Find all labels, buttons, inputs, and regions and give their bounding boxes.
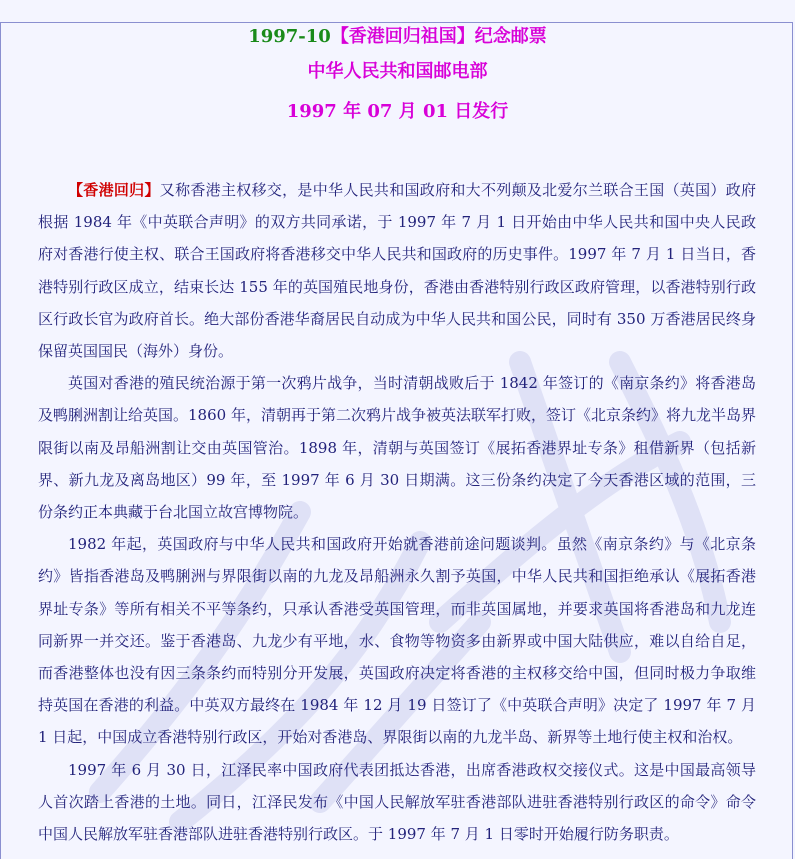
- issue-date: 1997 年 07 月 01 日发行: [286, 101, 509, 122]
- issue-number: 1997-10: [248, 26, 331, 47]
- highlight-term: 【香港回归】: [68, 181, 160, 199]
- paragraph-1: [38, 174, 756, 367]
- paragraph-2: 英国对香港的殖民统治源于第一次鸦片战争，当时清朝战败后于 1842 年签订的《南京条约》将香港岛及鸭脷洲割让给英国。1860 年，清朝再于第二次鸦片战争被英法联军打败，签订《北京条约》将九龙半岛界限街以南及昂船洲割让交由英国管治。1898 年，清朝与英国签订《展拓香港界址专条》租借新界（包括新界、新九龙及离岛地区）99 年，至 1997 年 6 月 30 日期满。这三份条约决定了今天香港区域的范围，三份条约正本典藏于台北国立故宫博物院。: [38, 374, 756, 522]
- stamp-name: 【香港回归祖国】纪念邮票: [330, 26, 547, 47]
- paragraph-4: 1997 年 6 月 30 日，江泽民率中国政府代表团抵达香港，出席香港政权交接仪式。这是中国最高领导人首次踏上香港的土地。同日，江泽民发布《中国人民解放军驻香港部队进驻香港特别行政区的命令》命令中国人民解放军驻香港部队进驻香港特别行政区。于 1997 年 7 月 1 日零时开始履行防务职责。: [38, 760, 756, 844]
- article-body: [38, 174, 756, 850]
- paragraph-3: 1982 年起，英国政府与中华人民共和国政府开始就香港前途问题谈判。虽然《南京条约》与《北京条约》皆指香港岛及鸭脷洲与界限街以南的九龙及昂船洲永久割予英国，中华人民共和国拒绝承认《展拓香港界址专条》等所有相关不平等条约，只承认香港受英国管理，而非英国属地，并要求英国将香港岛和九龙连同新界一并交还。鉴于香港岛、九龙少有平地，水、食物等物资多由新界或中国大陆供应，难以自给自足，而香港整体也没有因三条条约而特别分开发展，英国政府决定将香港的主权移交给中国，但同时极力争取维持英国在香港的利益。中英双方最终在 1984 年 12 月 19 日签订了《中英联合声明》决定了 1997 年 7 月 1 日起，中国成立香港特别行政区，开始对香港岛、界限街以南的九龙半岛、新界等土地行使主权和治权。: [38, 535, 756, 747]
- paragraph-1-text: 又称香港主权移交，是中华人民共和国政府和大不列颠及北爱尔兰联合王国（英国）政府根据 1984 年《中英联合声明》的双方共同承诺，于 1997 年 7 月 1 日开始由中华人民共和国中央人民政府对香港行使主权、联合王国政府将香港移交中华人民共和国政府的历史事件。1997 年 7 月 1 日当日，香港特别行政区成立，结束长达 155 年的英国殖民地身份，香港由香港特别行政区政府管理，以香港特别行政区行政长官为政府首长。绝大部份香港华裔居民自动成为中华人民共和国公民，同时有 350 万香港居民终身保留英国国民（海外）身份。: [38, 181, 756, 361]
- publisher: 中华人民共和国邮电部: [307, 61, 488, 82]
